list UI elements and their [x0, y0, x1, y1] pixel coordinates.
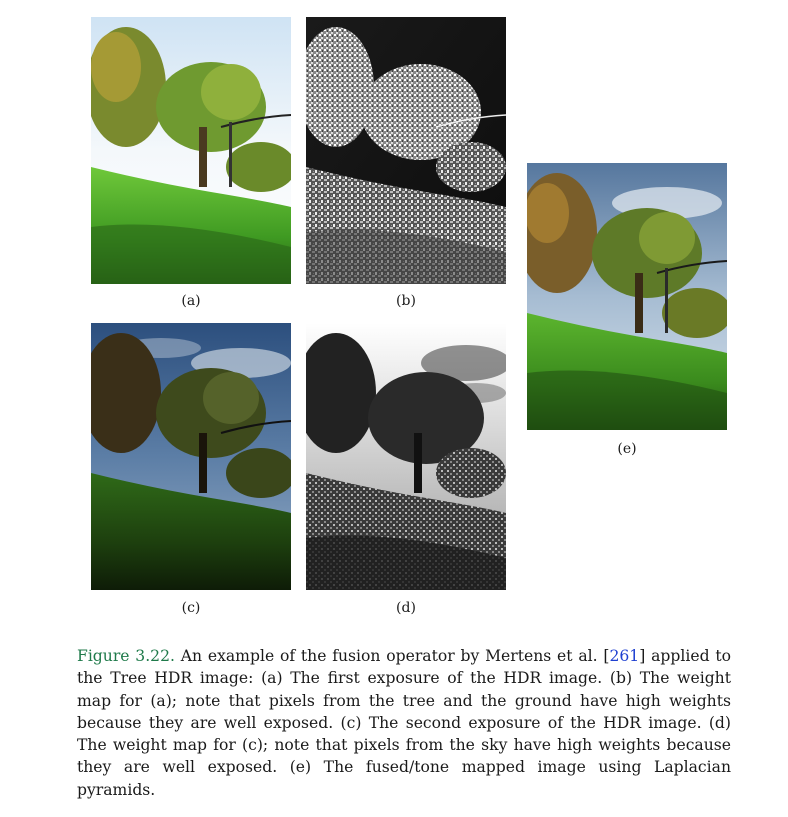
- panel-label-e: (e): [617, 441, 637, 457]
- citation-open-bracket: [: [603, 647, 610, 665]
- figure-panel-e-fused-image: [527, 163, 727, 430]
- figure-panel-c-second-exposure: [91, 323, 291, 590]
- panel-label-c: (c): [181, 600, 201, 616]
- caption-text-1: An example of the fusion operator by Mertens et al.: [174, 647, 604, 665]
- citation-close-bracket: ]: [639, 647, 646, 665]
- panel-label-d: (d): [396, 600, 416, 616]
- figure-panel-b-weight-map: [306, 17, 506, 284]
- figure-caption: [77, 645, 731, 801]
- figure-panel-a-first-exposure: [91, 17, 291, 284]
- figure-panel-d-weight-map: [306, 323, 506, 590]
- figure-number: Figure 3.22.: [77, 647, 175, 665]
- panel-label-b: (b): [396, 293, 416, 309]
- panel-label-a: (a): [181, 293, 201, 309]
- caption-text-2: applied to the Tree HDR image: (a) The first exposure of the HDR image. (b) The weight map for (a); note that pixels from the tree and the ground have high weights because they are well exposed. (c) The second exposure of the HDR image. (d) The weight map for (c); note that pixels from the sky have high weights because they are well exposed. (e) The fused/tone mapped image using Laplacian pyramids.: [77, 647, 732, 799]
- citation-link[interactable]: 261: [609, 647, 640, 665]
